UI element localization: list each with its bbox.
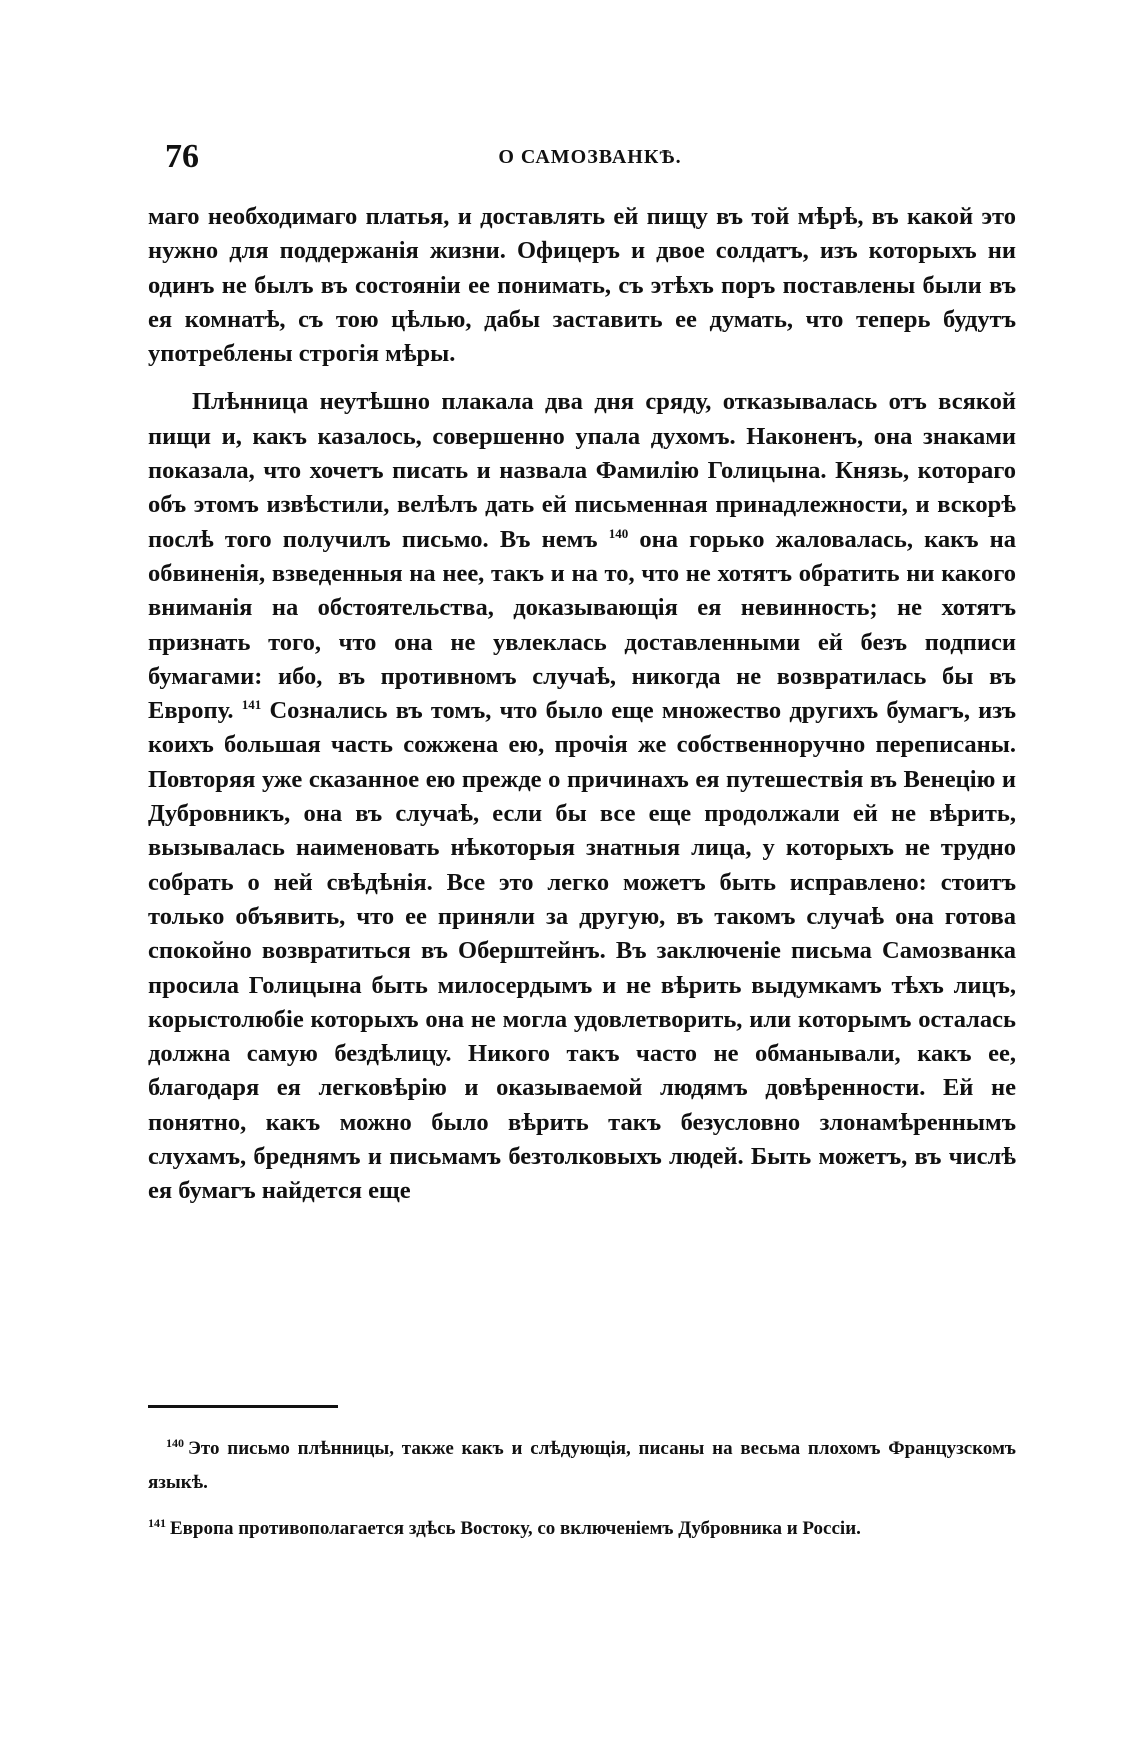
paragraph-prisoner-letter (148, 385, 1016, 1208)
footnote-reference-141: 141 (241, 697, 262, 712)
header-title: О САМОЗВАНКѢ. (498, 146, 682, 168)
footnote-text: Это письмо плѣнницы, также какъ и слѣдующія, писаны на весьма плохомъ Французскомъ языкѣ. (148, 1438, 1016, 1493)
main-text (148, 200, 1016, 1209)
paragraph-continued: маго необходимаго платья, и доставлять ей пищу въ той мѣрѣ, въ какой это нужно для поддержанія жизни. Офицеръ и двое солдатъ, изъ которыхъ ни одинъ не былъ въ состояніи ее понимать, съ этѣхъ поръ поставлены были въ ея комнатѣ, съ тою цѣлью, дабы заставить ее думать, что теперь будутъ употреблены строгія мѣры. (148, 203, 1016, 368)
footnote-mark: 140 (166, 1435, 184, 1450)
footnote-text: Европа противополагается здѣсь Востоку, со включеніемъ Дубровника и Россіи. (170, 1518, 861, 1539)
page-number: 76 (165, 138, 199, 175)
paragraph-text-part-3: Сознались въ томъ, что было еще множество другихъ бумагъ, изъ коихъ большая часть сожжена ею, прочія же собственноручно переписаны. Повторяя уже сказанное ею прежде о причинахъ ея путешествія въ Венецію и Дубровникъ, она въ случаѣ, если бы все еще продолжали ей не вѣрить, вызывалась наименовать нѣкоторыя знатныя лица, у которыхъ не трудно собрать о ней свѣдѣнія. Все это легко можетъ быть исправлено: стоитъ только объявить, что ее приняли за другую, въ такомъ случаѣ она готова спокойно возвратиться въ Оберштейнъ. Въ заключеніе письма Самозванка просила Голицына быть милосердымъ и не вѣрить выдумкамъ тѣхъ лицъ, корыстолюбіе которыхъ она не могла удовлетворить, или которымъ осталась должна самую бездѣлицу. Никого такъ часто не обманывали, какъ ее, благодаря ея легковѣрію и оказываемой людямъ довѣренности. Ей не понятно, какъ можно было вѣрить такъ безусловно злонамѣреннымъ слухамъ, бреднямъ и письмамъ безтолковыхъ людей. Быть можетъ, въ числѣ ея бумагъ найдется еще (148, 697, 1016, 1205)
footnote-divider (148, 1405, 338, 1408)
footnotes (148, 1432, 1016, 1558)
footnote-141 (148, 1512, 1016, 1546)
footnote-140 (148, 1432, 1016, 1500)
paragraph-text-part-2: она горько жаловалась, какъ на обвиненія, взведенныя на нее, такъ и на то, что не хотятъ обратить ни какого вниманія на обстоятельства, доказывающія ея невинность; не хотятъ признать того, что она не увлеклась доставленными ей безъ подписи бумагами: ибо, въ противномъ случаѣ, никогда не возвратилась бы въ Европу. (148, 525, 1017, 725)
running-head (165, 138, 1015, 178)
paragraph-text-part-1: Плѣнница неутѣшно плакала два дня сряду, отказывалась отъ всякой пищи и, какъ казалось, совершенно упала духомъ. Наконенъ, она знаками показала, что хочетъ писать и назвала Фамилію Голицына. Князь, котораго объ этомъ извѣстили, велѣлъ дать ей письменная принадлежности, и вскорѣ послѣ того получилъ письмо. Въ немъ (148, 388, 1016, 553)
footnote-mark: 141 (148, 1515, 166, 1530)
footnote-reference-140: 140 (608, 525, 629, 541)
